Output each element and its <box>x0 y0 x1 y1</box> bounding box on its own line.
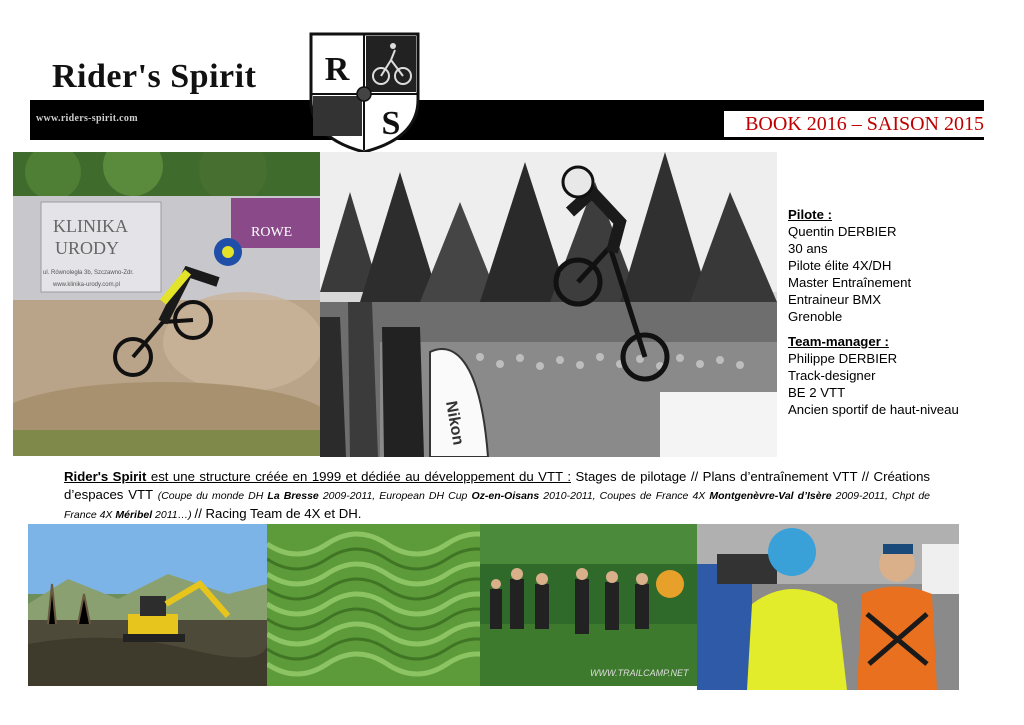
photo-excavator <box>28 524 267 686</box>
team-info <box>788 206 968 418</box>
logo-shield-icon <box>307 30 422 155</box>
shield-letter-s: S <box>381 105 401 142</box>
banner-urody: URODY <box>55 238 120 258</box>
logo-text: Rider's Spirit <box>52 58 257 95</box>
manager-background: Ancien sportif de haut-niveau <box>788 402 959 417</box>
ref-coupes-france: 2010-2011, Coupes de France 4X <box>539 490 710 502</box>
website-url[interactable]: www.riders-spirit.com <box>36 113 138 124</box>
pilot-age: 30 ans <box>788 241 828 256</box>
photo-watermark: WWW.TRAILCAMP.NET <box>590 668 689 678</box>
banner-address: ul. Równoległa 3b, Szczawno-Zdr. <box>43 270 134 276</box>
pilot-diploma: Master Entraînement <box>788 275 912 290</box>
banner-site: www.klinika-urody.com.pl <box>53 282 120 288</box>
manager-name: Philippe DERBIER <box>788 351 898 366</box>
ref-chpt-france: 2009-2011, Chpt de France 4X <box>64 490 930 521</box>
pilot-category: Pilote élite 4X/DH <box>788 258 892 273</box>
ref-la-bresse: La Bresse <box>267 490 319 502</box>
banner-klinika: KLINIKA <box>53 216 128 236</box>
photo-track-aerial <box>267 524 480 686</box>
manager-diploma: BE 2 VTT <box>788 385 846 400</box>
ref-open: (Coupe du monde DH <box>157 490 268 502</box>
brand-name: Rider's Spirit <box>64 469 147 484</box>
photo-spectators <box>480 524 697 686</box>
ref-meribel: Méribel <box>115 509 153 521</box>
description-paragraph <box>64 468 930 524</box>
ref-close: 2011…) <box>152 509 195 521</box>
shield-letter-r: R <box>324 51 350 88</box>
photo-rider-jump <box>320 152 777 457</box>
intro-text: est une structure créée en 1999 et dédiée au développement du VTT : <box>146 469 571 484</box>
ending-text: // Racing Team de 4X et DH. <box>194 506 362 521</box>
ref-montgenevre: Montgenèvre-Val d’Isère <box>709 490 832 502</box>
activities-text: Stages de pilotage // Plans d’entraînement VTT // Créations d’espaces VTT <box>64 469 930 502</box>
banner-rower: ROWE <box>251 225 293 240</box>
manager-heading: Team-manager : <box>788 334 889 349</box>
banner-nikon: Nikon <box>442 399 467 447</box>
ref-european-cup: 2009-2011, European DH Cup <box>318 490 472 502</box>
ref-oz-en-oisans: Oz-en-Oisans <box>471 490 540 502</box>
photo-rider-turn <box>13 152 320 456</box>
manager-role: Track-designer <box>788 368 876 383</box>
pilot-heading: Pilote : <box>788 207 832 222</box>
pilot-name: Quentin DERBIER <box>788 224 897 239</box>
photo-interview <box>697 524 959 690</box>
pilot-city: Grenoble <box>788 309 843 324</box>
pilot-role: Entraineur BMX <box>788 292 882 307</box>
book-title: BOOK 2016 – SAISON 2015 <box>724 111 984 137</box>
